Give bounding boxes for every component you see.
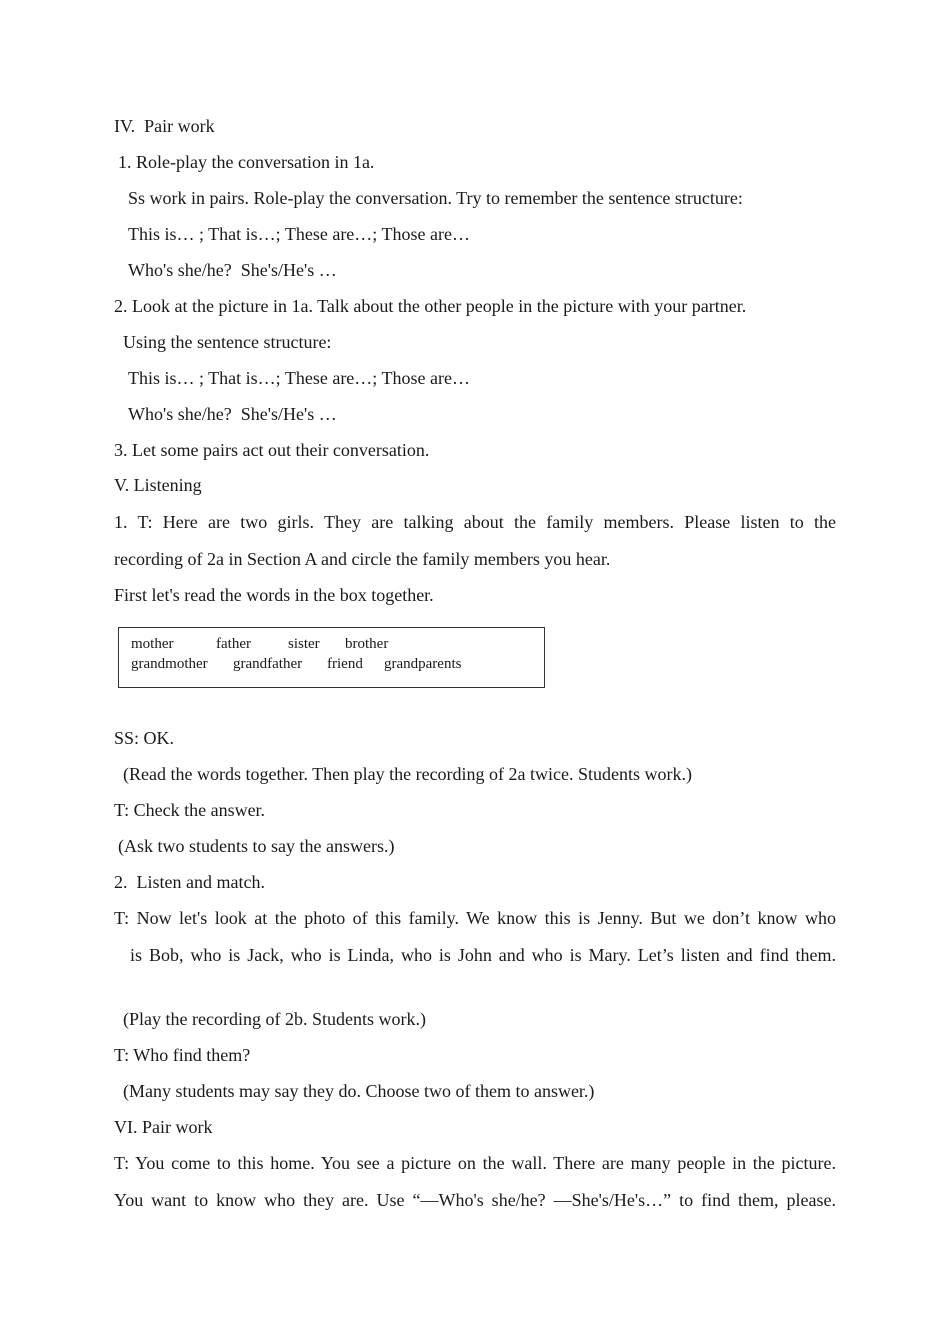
dialogue-line: T: Check the answer. — [114, 800, 266, 820]
stage-note: (Many students may say they do. Choose two of them to answer.) — [123, 1081, 595, 1101]
paragraph-line: First let's read the words in the box together. — [114, 585, 434, 605]
paragraph-line: Who's she/he? She's/He's … — [128, 404, 337, 424]
section-heading: IV. Pair work — [114, 116, 215, 136]
stage-note: (Ask two students to say the answers.) — [118, 836, 395, 856]
word-box-word: father — [216, 636, 251, 652]
dialogue-line: T: Now let's look at the photo of this family. We know this is Jenny. But we don’t know who — [114, 908, 836, 928]
dialogue-line: is Bob, who is Jack, who is Linda, who is John and who is Mary. Let’s listen and find them. — [130, 945, 836, 965]
stage-note: (Read the words together. Then play the recording of 2a twice. Students work.) — [123, 764, 693, 784]
word-box-word: mother — [131, 636, 174, 652]
word-box-word: grandmother — [131, 656, 208, 672]
word-box-word: brother — [345, 636, 389, 652]
paragraph-line: This is… ; That is…; These are…; Those are… — [128, 368, 470, 388]
paragraph-line: Who's she/he? She's/He's … — [128, 260, 337, 280]
word-box-word: grandfather — [233, 656, 303, 672]
dialogue-line: T: Who find them? — [114, 1045, 251, 1065]
dialogue-line: SS: OK. — [114, 728, 175, 748]
paragraph-line: Ss work in pairs. Role-play the conversation. Try to remember the sentence structure: — [128, 188, 743, 208]
paragraph-line: recording of 2a in Section A and circle the family members you hear. — [114, 549, 611, 569]
word-box — [118, 627, 545, 688]
paragraph-line: 1. T: Here are two girls. They are talking about the family members. Please listen to the — [114, 512, 836, 532]
word-box-word: friend — [327, 656, 363, 672]
list-item: 2. Listen and match. — [114, 872, 265, 892]
section-heading: V. Listening — [114, 475, 202, 495]
dialogue-line: T: You come to this home. You see a picture on the wall. There are many people in the picture. — [114, 1153, 836, 1173]
list-item: 3. Let some pairs act out their conversation. — [114, 440, 430, 460]
stage-note: (Play the recording of 2b. Students work.) — [123, 1009, 426, 1029]
paragraph-line: This is… ; That is…; These are…; Those are… — [128, 224, 470, 244]
list-item: 2. Look at the picture in 1a. Talk about the other people in the picture with your partner. — [114, 296, 747, 316]
word-box-word: grandparents — [384, 656, 462, 672]
paragraph-line: Using the sentence structure: — [123, 332, 332, 352]
section-heading: VI. Pair work — [114, 1117, 213, 1137]
dialogue-line: You want to know who they are. Use “—Who's she/he? —She's/He's…” to find them, please. — [114, 1190, 836, 1210]
list-item: 1. Role-play the conversation in 1a. — [118, 152, 375, 172]
word-box-word: sister — [288, 636, 320, 652]
